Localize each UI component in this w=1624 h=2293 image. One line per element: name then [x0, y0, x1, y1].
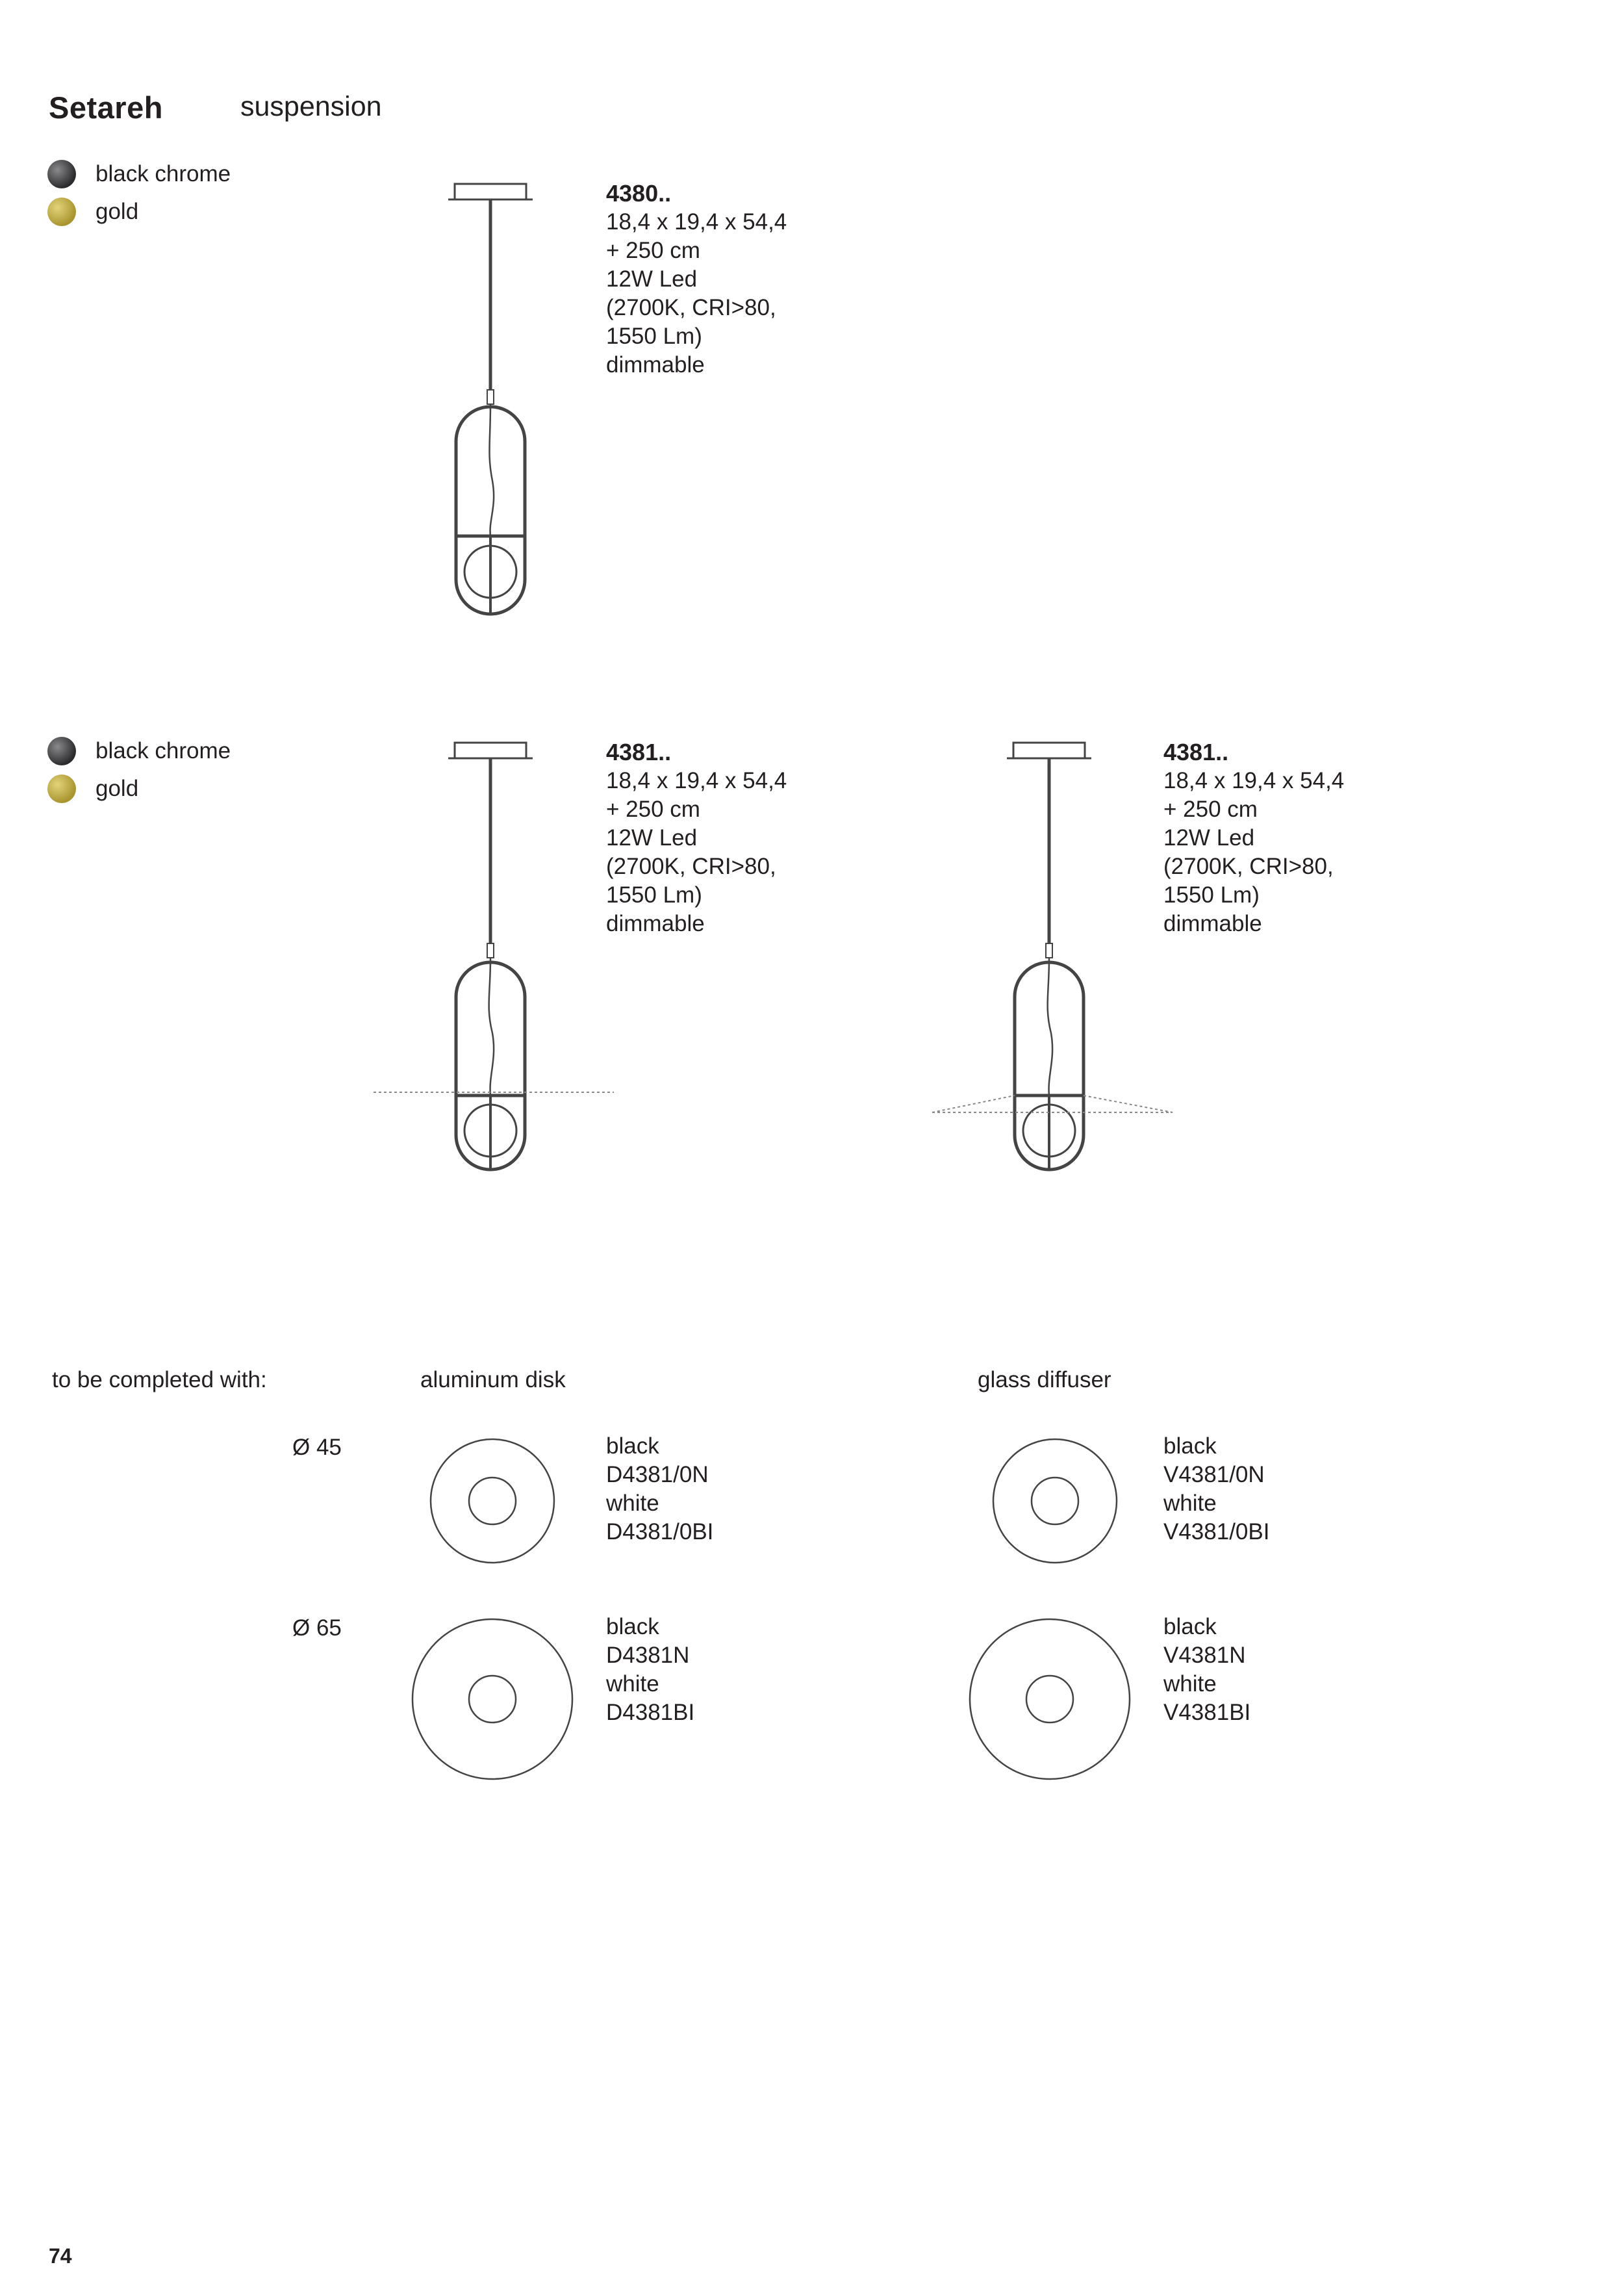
finish-label: gold: [95, 776, 139, 801]
spec-color-temp: (2700K, CRI>80,: [606, 854, 776, 879]
spec-power: 12W Led: [1163, 825, 1255, 851]
spec-dimensions: 18,4 x 19,4 x 54,4: [1163, 768, 1345, 793]
black-chrome-swatch-icon: [47, 160, 76, 188]
aluminum-disk-45-drawing: [429, 1437, 556, 1565]
variant-color: white: [606, 1671, 659, 1697]
lamp-drawing-4380: [448, 182, 546, 624]
variant-color: white: [1163, 1491, 1217, 1516]
spec-power: 12W Led: [606, 825, 698, 851]
diameter-label-65: Ø 65: [292, 1615, 342, 1641]
glass-diffuser-45-drawing: [991, 1437, 1119, 1565]
model-code: 4380..: [606, 180, 672, 207]
product-type: suspension: [240, 91, 382, 122]
spec-dimmable: dimmable: [606, 352, 705, 378]
variant-code: V4381N: [1163, 1643, 1246, 1668]
product-title: Setareh: [49, 90, 163, 125]
finish-gold: [47, 198, 231, 226]
spec-dimensions: 18,4 x 19,4 x 54,4: [606, 209, 787, 235]
diffuser-45-variants: [1163, 1432, 1269, 1546]
finish-black-chrome: [47, 737, 231, 765]
spec-lumen: 1550 Lm): [606, 324, 702, 349]
lamp-drawing-4381-a: [370, 741, 624, 1189]
diameter-label-45: Ø 45: [292, 1435, 342, 1460]
disk-45-variants: [606, 1432, 713, 1546]
spec-lumen: 1550 Lm): [606, 882, 702, 908]
gold-swatch-icon: [47, 775, 76, 803]
variant-color: black: [606, 1433, 659, 1459]
black-chrome-swatch-icon: [47, 737, 76, 765]
variant-code: D4381/0BI: [606, 1519, 714, 1544]
spec-dimmable: dimmable: [1163, 911, 1262, 936]
spec-lumen: 1550 Lm): [1163, 882, 1260, 908]
variant-color: black: [1163, 1614, 1217, 1639]
variant-code: V4381/0BI: [1163, 1519, 1270, 1544]
model-code: 4381..: [1163, 739, 1229, 765]
spec-cable: + 250 cm: [1163, 797, 1258, 822]
page-number: 74: [49, 2244, 72, 2268]
variant-code: D4381N: [606, 1643, 690, 1668]
spec-block-4381-a: [606, 738, 787, 938]
spec-dimensions: 18,4 x 19,4 x 54,4: [606, 768, 787, 793]
model-code: 4381..: [606, 739, 672, 765]
spec-color-temp: (2700K, CRI>80,: [606, 295, 776, 320]
variant-color: black: [1163, 1433, 1217, 1459]
finish-label: gold: [95, 199, 139, 224]
variant-code: V4381/0N: [1163, 1462, 1265, 1487]
variant-color: white: [1163, 1671, 1217, 1697]
glass-diffuser-65-drawing: [968, 1617, 1132, 1781]
aluminum-disk-heading: aluminum disk: [420, 1367, 566, 1392]
aluminum-disk-65-drawing: [411, 1617, 574, 1781]
finish-legend-1: [47, 160, 231, 226]
finish-black-chrome: [47, 160, 231, 188]
finish-legend-2: [47, 737, 231, 803]
spec-block-4380: [606, 179, 787, 379]
spec-cable: + 250 cm: [606, 238, 700, 263]
spec-cable: + 250 cm: [606, 797, 700, 822]
variant-color: black: [606, 1614, 659, 1639]
spec-power: 12W Led: [606, 266, 698, 292]
spec-dimmable: dimmable: [606, 911, 705, 936]
finish-gold: [47, 775, 231, 803]
lamp-drawing-4381-b: [929, 741, 1182, 1189]
spec-color-temp: (2700K, CRI>80,: [1163, 854, 1334, 879]
variant-code: V4381BI: [1163, 1700, 1251, 1725]
spec-block-4381-b: [1163, 738, 1344, 938]
accessories-heading: to be completed with:: [52, 1367, 267, 1392]
diffuser-65-variants: [1163, 1613, 1250, 1727]
variant-color: white: [606, 1491, 659, 1516]
variant-code: D4381/0N: [606, 1462, 709, 1487]
gold-swatch-icon: [47, 198, 76, 226]
finish-label: black chrome: [95, 738, 231, 763]
disk-65-variants: [606, 1613, 694, 1727]
variant-code: D4381BI: [606, 1700, 695, 1725]
finish-label: black chrome: [95, 161, 231, 186]
glass-diffuser-heading: glass diffuser: [978, 1367, 1111, 1392]
